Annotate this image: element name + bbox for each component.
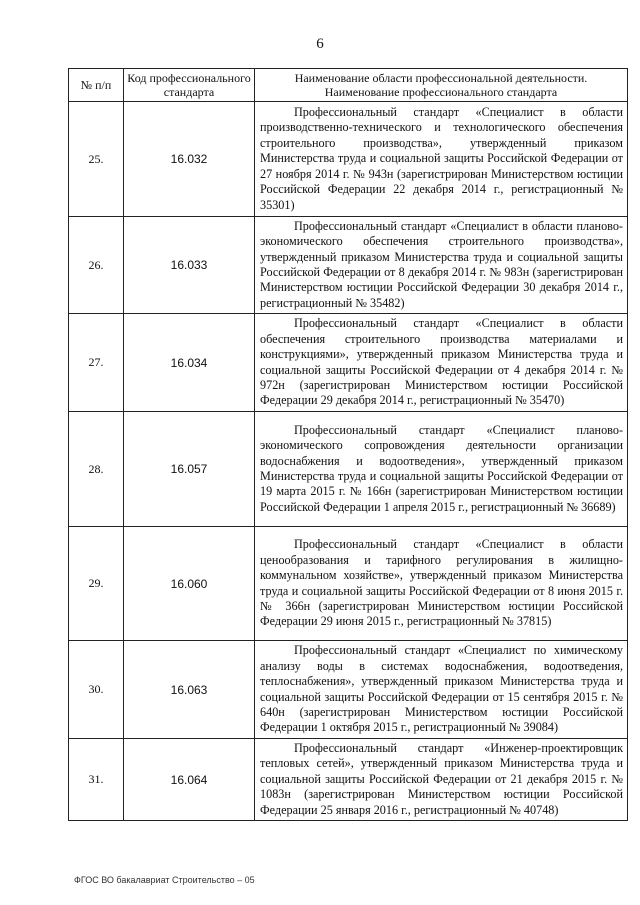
row-number: 27. [69,314,124,412]
header-number: № п/п [69,69,124,102]
standard-name: Профессиональный стандарт «Специалист в области ценообразования и тарифного регулирования в жилищно-коммунальном хозяйстве», утвержденный приказом Министерства труда и социальной защиты Российской Федерации от 8 июня 2015 г. № 366н (зарегистрирован Министерством юстиции Российской Федерации 29 июня 2015 г., регистрационный № 37815) [255,527,628,641]
table-row [69,412,628,527]
table-row [69,641,628,739]
header-name: Наименование области профессиональной деятельности. Наименование профессионального стандарта [255,69,628,102]
standards-table [68,68,628,821]
standard-code: 16.032 [124,102,255,217]
table-row [69,217,628,314]
table-row [69,739,628,821]
standard-name: Профессиональный стандарт «Специалист в области обеспечения строительного производства материалами и конструкциями», утвержденный приказом Министерства труда и социальной защиты Российской Федерации от 4 декабря 2014 г. № 972н (зарегистрирован Министерством юстиции Российской Федерации 29 декабря 2014 г., регистрационный № 35470) [255,314,628,412]
standard-name: Профессиональный стандарт «Инженер-проектировщик тепловых сетей», утвержденный приказом Министерства труда и социальной защиты Российской Федерации от 21 декабря 2015 г. № 1083н (зарегистрирован Министерством юстиции Российской Федерации 25 января 2016 г., регистрационный № 40748) [255,739,628,821]
table-row [69,314,628,412]
page-number: 6 [316,36,324,52]
row-number: 28. [69,412,124,527]
standard-name: Профессиональный стандарт «Специалист планово-экономического сопровождения деятельности организации водоснабжения и водоотведения», утвержденный приказом Министерства труда и социальной защиты Российской Федерации от 19 марта 2015 г. № 166н (зарегистрирован Министерством юстиции Российской Федерации 1 апреля 2015 г., регистрационный № 36689) [255,412,628,527]
standard-code: 16.063 [124,641,255,739]
row-number: 25. [69,102,124,217]
standard-code: 16.033 [124,217,255,314]
header-code: Код профессионального стандарта [124,69,255,102]
document-footer: ФГОС ВО бакалавриат Строительство – 05 [74,875,255,885]
table-row [69,102,628,217]
row-number: 26. [69,217,124,314]
standard-code: 16.060 [124,527,255,641]
standard-name: Профессиональный стандарт «Специалист в области планово-экономического обеспечения строительного производства», утвержденный приказом Министерства труда и социальной защиты Российской Федерации от 8 декабря 2014 г. № 983н (зарегистрирован Министерством юстиции Российской Федерации 30 декабря 2014 г., регистрационный № 35482) [255,217,628,314]
table-header-row [69,69,628,102]
standard-name: Профессиональный стандарт «Специалист в области производственно-технического и технологического обеспечения строительного производства», утвержденный приказом Министерства труда и социальной защиты Российской Федерации от 27 ноября 2014 г. № 943н (зарегистрирован Министерством юстиции Российской Федерации 22 декабря 2014 г., регистрационный № 35301) [255,102,628,217]
standard-code: 16.064 [124,739,255,821]
table-row [69,527,628,641]
row-number: 30. [69,641,124,739]
standard-code: 16.034 [124,314,255,412]
row-number: 31. [69,739,124,821]
row-number: 29. [69,527,124,641]
standard-code: 16.057 [124,412,255,527]
standard-name: Профессиональный стандарт «Специалист по химическому анализу воды в системах водоснабжения, водоотведения, теплоснабжения», утвержденный приказом Министерства труда и социальной защиты Российской Федерации от 15 сентября 2015 г. № 640н (зарегистрирован Министерством юстиции Российской Федерации 1 октября 2015 г., регистрационный № 39084) [255,641,628,739]
